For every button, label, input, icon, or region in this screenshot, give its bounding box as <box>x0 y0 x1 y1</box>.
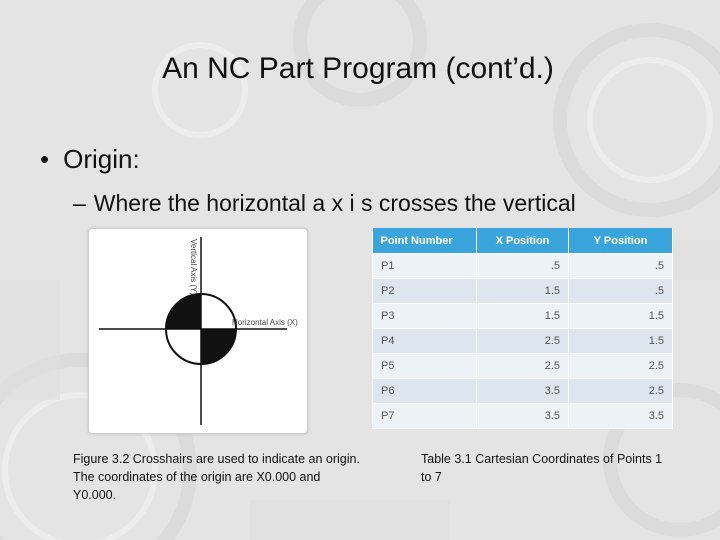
bullet-item <box>40 144 140 175</box>
table-cell: P1 <box>373 254 477 279</box>
coordinates-table-panel <box>372 228 672 428</box>
table-cell: 1.5 <box>477 304 569 329</box>
table-cell: .5 <box>477 254 569 279</box>
column-header: Y Position <box>569 228 673 254</box>
crosshair-figure <box>88 228 308 434</box>
crosshair-diagram <box>89 229 307 433</box>
table-cell: P2 <box>373 279 477 304</box>
sub-bullet-item <box>73 190 576 217</box>
table-cell: 3.5 <box>477 404 569 429</box>
coordinates-table <box>372 228 673 429</box>
table-row <box>373 279 673 304</box>
vertical-axis-label: Vertical Axis (Y) <box>189 239 198 296</box>
table-row <box>373 354 673 379</box>
table-cell: 1.5 <box>569 329 673 354</box>
horizontal-axis-label: Horizontal Axis (X) <box>232 318 298 327</box>
table-cell: P5 <box>373 354 477 379</box>
table-cell: P6 <box>373 379 477 404</box>
bullet-text: Origin: <box>63 144 140 174</box>
sub-bullet-text: Where the horizontal a x i s crosses the vertical <box>93 190 576 216</box>
table-cell: 2.5 <box>477 354 569 379</box>
table-cell: P3 <box>373 304 477 329</box>
table-cell: 1.5 <box>569 304 673 329</box>
table-cell: 2.5 <box>569 379 673 404</box>
table-cell: P7 <box>373 404 477 429</box>
table-caption: Table 3.1 Cartesian Coordinates of Points 1 to 7 <box>421 452 663 484</box>
table-row <box>373 404 673 429</box>
bullet-dot-icon: • <box>40 144 50 174</box>
table-cell: .5 <box>569 279 673 304</box>
table-cell: 2.5 <box>569 354 673 379</box>
table-row <box>373 254 673 279</box>
table-cell: P4 <box>373 329 477 354</box>
table-row <box>373 329 673 354</box>
column-header: X Position <box>477 228 569 254</box>
table-row <box>373 379 673 404</box>
dash-icon: – <box>73 190 86 216</box>
figure-caption: Figure 3.2 Crosshairs are used to indicate an origin. The coordinates of the origin are X0.000 and Y0.000. <box>73 452 360 502</box>
column-header: Point Number <box>373 228 477 254</box>
table-header-row <box>373 228 673 254</box>
table-cell: .5 <box>569 254 673 279</box>
table-row <box>373 304 673 329</box>
table-cell: 3.5 <box>477 379 569 404</box>
table-cell: 2.5 <box>477 329 569 354</box>
table-cell: 1.5 <box>477 279 569 304</box>
table-cell: 3.5 <box>569 404 673 429</box>
slide-title: An NC Part Program (cont’d.) <box>162 52 554 85</box>
